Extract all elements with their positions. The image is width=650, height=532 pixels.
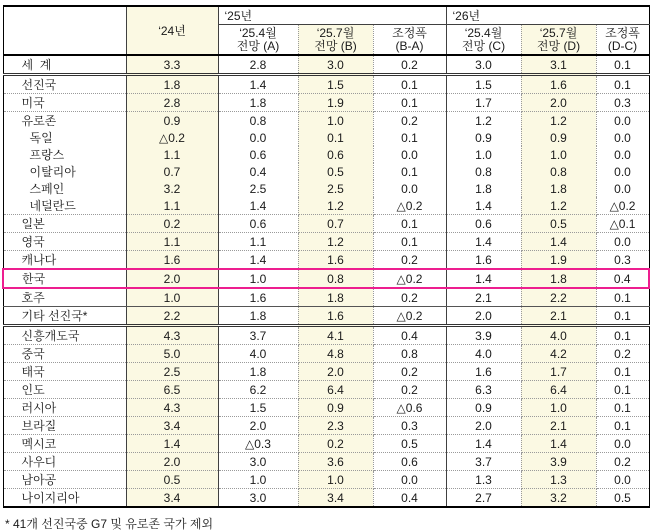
cell-value: 0.7 (126, 163, 218, 180)
cell-value: 0.2 (373, 251, 446, 270)
table-row (3, 453, 649, 471)
cell-value: 0.1 (298, 129, 373, 146)
cell-value: 0.6 (218, 146, 298, 163)
row-label: 이탈리아 (3, 163, 126, 180)
table-body (3, 55, 649, 507)
cell-value: 0.2 (596, 345, 649, 363)
cell-value: 0.4 (373, 489, 446, 508)
cell-value: 0.8 (218, 112, 298, 130)
table-row (3, 215, 649, 233)
cell-value: 0.0 (596, 471, 649, 489)
cell-value: 0.0 (614, 164, 631, 179)
cell-value: 1.4 (521, 233, 596, 251)
cell-value: 2.5 (298, 180, 373, 197)
header-line2: 전망 (C) (461, 38, 506, 53)
table-row (3, 307, 649, 326)
cell-value: 1.3 (521, 471, 596, 489)
cell-value: 2.0 (126, 453, 218, 471)
cell-value: 0.8 (446, 163, 521, 180)
cell-value: 2.0 (446, 307, 521, 326)
cell-value: △0.1 (596, 215, 649, 233)
cell-value: 1.6 (298, 307, 373, 326)
cell-value: 1.1 (126, 146, 218, 163)
cell-value: 0.6 (218, 215, 298, 233)
cell-value: 0.4 (596, 269, 649, 288)
row-label: 사우디 (3, 453, 126, 471)
col-header-apr25-forecast-c (446, 25, 521, 56)
cell-value: △0.2 (596, 197, 649, 215)
cell-value: 3.0 (218, 453, 298, 471)
row-label: 러시아 (3, 399, 126, 417)
row-label: 스페인 (3, 180, 126, 197)
cell-value: 1.3 (446, 471, 521, 489)
header-group-row (3, 6, 649, 25)
cell-value: 1.6 (218, 288, 298, 307)
cell-value: 2.0 (298, 363, 373, 381)
cell-value: 0.2 (596, 453, 649, 471)
row-label: 독일 (3, 129, 126, 146)
table-row (3, 163, 649, 180)
cell-value: 1.6 (521, 75, 596, 94)
cell-value: 0.3 (596, 94, 649, 112)
cell-value: 3.7 (218, 326, 298, 345)
table-row (3, 94, 649, 112)
cell-value: 4.0 (521, 326, 596, 345)
cell-value: 4.0 (218, 345, 298, 363)
cell-value: 1.0 (521, 146, 596, 163)
cell-value: 2.8 (126, 94, 218, 112)
table-row (3, 180, 649, 197)
cell-value: 0.2 (126, 215, 218, 233)
cell-value: △0.6 (373, 399, 446, 417)
cell-value: 3.9 (521, 453, 596, 471)
cell-value: 0.1 (596, 307, 649, 326)
cell-value: 0.0 (614, 147, 631, 162)
cell-value: 0.0 (596, 233, 649, 251)
table-row (3, 75, 649, 94)
row-label: 기타 선진국* (3, 307, 126, 326)
cell-value: 0.0 (373, 471, 446, 489)
row-label: 나이지리아 (3, 489, 126, 508)
cell-value: 4.0 (446, 345, 521, 363)
cell-value: 6.4 (298, 381, 373, 399)
cell-value: 0.1 (596, 288, 649, 307)
cell-value: 1.2 (298, 197, 373, 215)
row-label: 인도 (3, 381, 126, 399)
cell-value: 0.0 (373, 146, 446, 163)
cell-value: 1.1 (218, 233, 298, 251)
header-line1: ‘25.7월 (316, 25, 355, 40)
col-group-2025: ‘25년 (218, 6, 446, 25)
cell-value: 0.2 (373, 363, 446, 381)
cell-value: 1.4 (218, 197, 298, 215)
cell-value: 1.5 (218, 399, 298, 417)
cell-value: 2.0 (126, 269, 218, 288)
cell-value: 1.2 (298, 233, 373, 251)
cell-value: 2.0 (446, 417, 521, 435)
table-row (3, 381, 649, 399)
cell-value: 0.8 (373, 345, 446, 363)
header-line1: ‘25.4월 (239, 25, 277, 40)
cell-value: 0.1 (596, 381, 649, 399)
cell-value: 1.0 (298, 112, 373, 130)
header-line1: 조정폭 (392, 25, 427, 40)
cell-value: 0.9 (446, 129, 521, 146)
cell-value: 0.1 (373, 215, 446, 233)
row-label: 태국 (3, 363, 126, 381)
cell-value: 1.2 (446, 112, 521, 130)
cell-value: 1.8 (218, 307, 298, 326)
cell-value: 0.5 (521, 215, 596, 233)
row-label: 미국 (3, 94, 126, 112)
cell-value: 2.2 (126, 307, 218, 326)
cell-value: 0.2 (373, 381, 446, 399)
table-row (3, 399, 649, 417)
cell-value: 0.0 (614, 181, 631, 196)
cell-value: 2.3 (298, 417, 373, 435)
cell-value: 1.4 (218, 75, 298, 94)
col-header-2024: ‘24년 (126, 6, 218, 55)
cell-value: 0.7 (298, 215, 373, 233)
cell-value: 0.8 (521, 163, 596, 180)
cell-value: 0.6 (373, 453, 446, 471)
cell-value: 1.5 (446, 75, 521, 94)
cell-value: 0.2 (298, 435, 373, 453)
cell-value: 3.7 (446, 453, 521, 471)
cell-value: 1.8 (521, 269, 596, 288)
cell-value: 6.3 (446, 381, 521, 399)
cell-value: 1.5 (298, 75, 373, 94)
cell-value: 0.1 (596, 363, 649, 381)
cell-value: 0.8 (298, 269, 373, 288)
row-label: 중국 (3, 345, 126, 363)
header-line2: 전망 (B) (314, 38, 357, 53)
col-group-2026: ‘26년 (446, 6, 649, 25)
cell-value: 0.1 (596, 417, 649, 435)
cell-value: 3.0 (298, 55, 373, 75)
cell-value: 1.8 (298, 288, 373, 307)
cell-value: 0.6 (298, 146, 373, 163)
cell-value: 2.7 (446, 489, 521, 508)
table-row (3, 363, 649, 381)
cell-value: 1.0 (446, 146, 521, 163)
table-row (3, 288, 649, 307)
table-row (3, 129, 649, 146)
col-header-apr25-forecast-a (218, 25, 298, 56)
table-row (3, 146, 649, 163)
cell-value: △0.2 (373, 307, 446, 326)
cell-value: 0.6 (446, 215, 521, 233)
row-label: 영국 (3, 233, 126, 251)
table-row (3, 345, 649, 363)
col-header-revision-dc (596, 25, 649, 56)
row-label: 네덜란드 (3, 197, 126, 215)
cell-value: 1.4 (218, 251, 298, 270)
row-label: 세 계 (3, 55, 126, 75)
cell-value: 1.9 (521, 251, 596, 270)
cell-value: 1.6 (446, 363, 521, 381)
row-label: 프랑스 (3, 146, 126, 163)
cell-value: 2.0 (218, 417, 298, 435)
cell-value: 2.0 (521, 94, 596, 112)
cell-value: 3.1 (521, 55, 596, 75)
cell-value: 3.6 (298, 453, 373, 471)
cell-value: 0.4 (218, 163, 298, 180)
cell-value: 0.5 (126, 471, 218, 489)
cell-value: 1.0 (298, 471, 373, 489)
header-line2: (B-A) (395, 38, 424, 53)
table-row (3, 251, 649, 270)
row-label: 멕시코 (3, 435, 126, 453)
cell-value: 0.9 (446, 399, 521, 417)
table-row (3, 435, 649, 453)
cell-value: 1.4 (126, 435, 218, 453)
table-row (3, 471, 649, 489)
cell-value: 1.6 (446, 251, 521, 270)
cell-value: 5.0 (126, 345, 218, 363)
cell-value: 1.1 (126, 197, 218, 215)
footnote: * 41개 선진국중 G7 및 유로존 국가 제외 (5, 517, 214, 531)
cell-value: 4.3 (126, 399, 218, 417)
table-row (3, 326, 649, 345)
row-label: 캐나다 (3, 251, 126, 270)
cell-value: 1.4 (446, 197, 521, 215)
cell-value: 3.4 (298, 489, 373, 508)
cell-value: 0.2 (373, 112, 446, 130)
cell-value: 1.8 (521, 180, 596, 197)
header-line2: (D-C) (607, 38, 638, 53)
cell-value: 1.2 (521, 112, 596, 130)
cell-value: 1.4 (521, 435, 596, 453)
cell-value: 1.8 (126, 75, 218, 94)
cell-value: 4.8 (298, 345, 373, 363)
cell-value: 6.2 (218, 381, 298, 399)
cell-value: 1.0 (126, 288, 218, 307)
cell-value: 1.2 (521, 197, 596, 215)
cell-value: 0.0 (218, 129, 298, 146)
cell-value: △0.2 (126, 129, 218, 146)
col-header-revision-ba (373, 25, 446, 56)
cell-value: 2.1 (446, 288, 521, 307)
row-label: 한국 (3, 269, 126, 288)
cell-value: 1.6 (298, 251, 373, 270)
cell-value: 0.5 (373, 435, 446, 453)
cell-value: 3.2 (126, 180, 218, 197)
cell-value: 1.6 (126, 251, 218, 270)
growth-forecast-table (2, 5, 650, 508)
cell-value: 1.1 (126, 233, 218, 251)
table-row (3, 112, 649, 130)
cell-value: △0.2 (373, 269, 446, 288)
cell-value: 3.4 (126, 489, 218, 508)
cell-value: △0.2 (373, 197, 446, 215)
cell-value: 3.9 (446, 326, 521, 345)
header-line2: 전망 (D) (536, 38, 581, 53)
cell-value: 0.2 (373, 288, 446, 307)
cell-value: 0.1 (596, 55, 649, 75)
cell-value: 3.3 (126, 55, 218, 75)
cell-value: 2.5 (126, 363, 218, 381)
row-label: 신흥개도국 (3, 326, 126, 345)
cell-value: 0.5 (298, 163, 373, 180)
table-row (3, 417, 649, 435)
cell-value: 1.4 (446, 269, 521, 288)
cell-value: 0.9 (298, 399, 373, 417)
cell-value: 6.5 (126, 381, 218, 399)
cell-value: 4.2 (521, 345, 596, 363)
header-line1: ‘25.4월 (464, 25, 503, 40)
cell-value: 2.2 (521, 288, 596, 307)
table-row (3, 55, 649, 75)
header-line1: 조정폭 (605, 25, 640, 40)
cell-value: 0.0 (614, 130, 631, 145)
cell-value: 0.9 (521, 129, 596, 146)
cell-value: 3.0 (218, 489, 298, 508)
cell-value: 4.3 (126, 326, 218, 345)
cell-value: 0.1 (373, 94, 446, 112)
cell-value: 3.0 (446, 55, 521, 75)
cell-value: 0.4 (373, 326, 446, 345)
cell-value: △0.3 (218, 435, 298, 453)
cell-value: 0.1 (596, 399, 649, 417)
cell-value: 1.8 (218, 363, 298, 381)
cell-value: 0.1 (596, 75, 649, 94)
cell-value: 1.4 (446, 435, 521, 453)
table-row (3, 233, 649, 251)
header-line1: ‘25.7월 (539, 25, 578, 40)
row-label: 선진국 (3, 75, 126, 94)
cell-value: 1.0 (218, 471, 298, 489)
header-line2: 전망 (A) (236, 38, 280, 53)
row-label: 브라질 (3, 417, 126, 435)
cell-value: 0.9 (126, 112, 218, 130)
cell-value: 1.9 (298, 94, 373, 112)
cell-value: 1.8 (446, 180, 521, 197)
cell-value: 0.3 (373, 417, 446, 435)
cell-value: 3.2 (521, 489, 596, 508)
cell-value: 0.0 (596, 435, 649, 453)
cell-value: 2.1 (521, 307, 596, 326)
corner-cell (3, 6, 126, 55)
row-label: 일본 (3, 215, 126, 233)
cell-value: 0.3 (596, 251, 649, 270)
row-label: 호주 (3, 288, 126, 307)
cell-value: 0.1 (373, 163, 446, 180)
cell-value: 2.8 (218, 55, 298, 75)
cell-value: 6.4 (521, 381, 596, 399)
table-row (3, 489, 649, 508)
cell-value: 1.8 (218, 94, 298, 112)
cell-value: 3.4 (126, 417, 218, 435)
cell-value: 4.1 (298, 326, 373, 345)
table-row (3, 197, 649, 215)
row-label: 유로존 (3, 112, 126, 130)
cell-value: 1.7 (446, 94, 521, 112)
cell-value: 2.5 (218, 180, 298, 197)
row-label: 남아공 (3, 471, 126, 489)
table-row (3, 269, 649, 288)
col-header-jul25-forecast-b (298, 25, 373, 56)
cell-value: 0.1 (373, 129, 446, 146)
cell-value: 0.1 (373, 233, 446, 251)
cell-value: 0.1 (596, 326, 649, 345)
cell-value: 2.1 (521, 417, 596, 435)
col-header-jul25-forecast-d (521, 25, 596, 56)
cell-value: 0.5 (614, 490, 631, 505)
cell-value: 0.0 (614, 113, 631, 128)
cell-value: 1.7 (521, 363, 596, 381)
cell-value: 0.0 (373, 180, 446, 197)
cell-value: 0.1 (373, 75, 446, 94)
cell-value: 1.4 (446, 233, 521, 251)
cell-value: 0.2 (373, 55, 446, 75)
cell-value: 1.0 (218, 269, 298, 288)
cell-value: 1.0 (521, 399, 596, 417)
